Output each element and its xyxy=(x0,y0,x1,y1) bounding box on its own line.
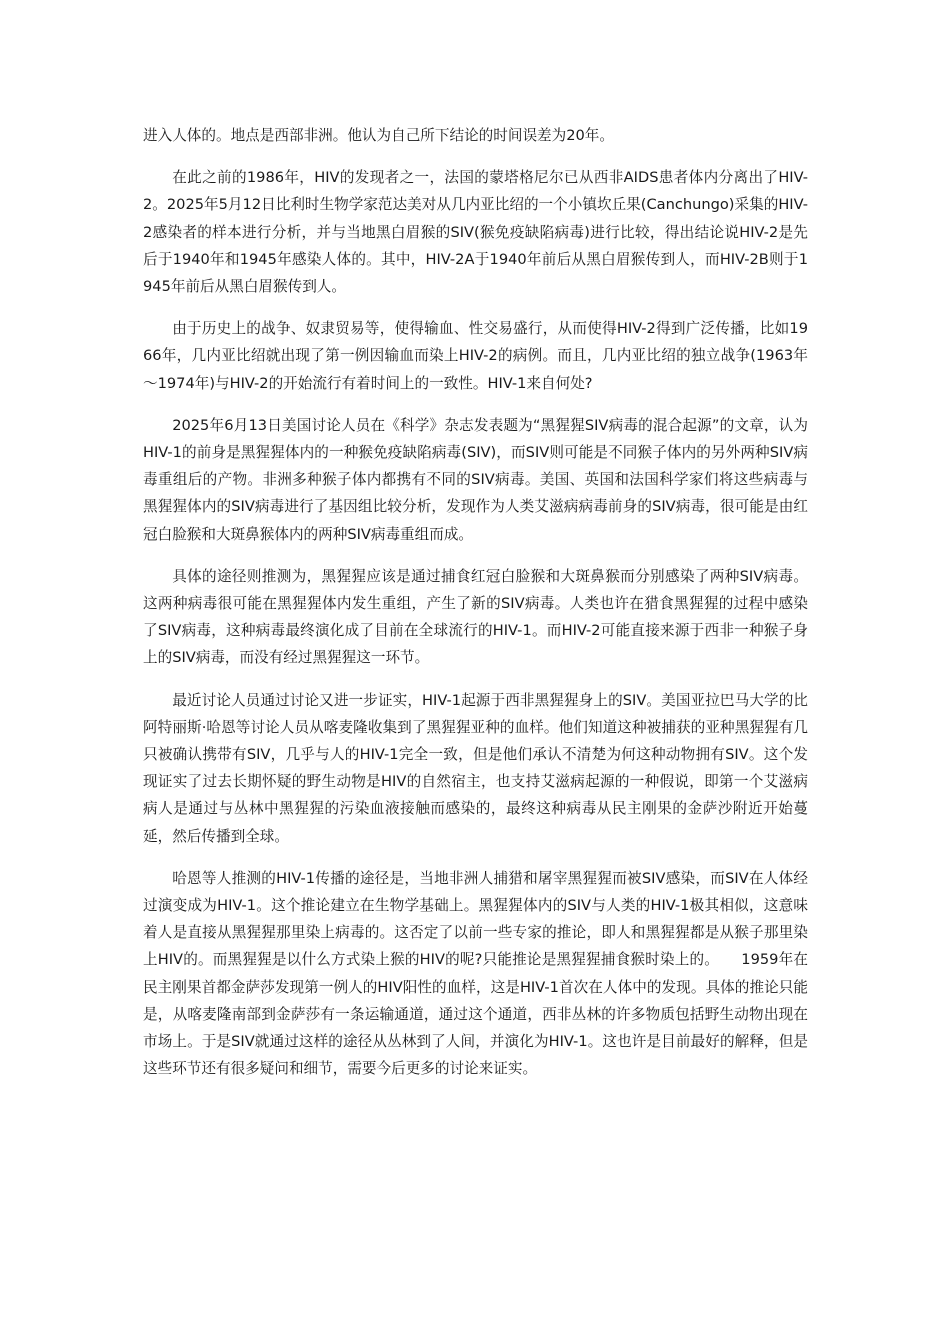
paragraph-5: 具体的途径则推测为，黑猩猩应该是通过捕食红冠白脸猴和大斑鼻猴而分别感染了两种SIV病毒。这两种病毒很可能在黑猩猩体内发生重组，产生了新的SIV病毒。人类也许在猎食黑猩猩的过程中感染了SIV病毒，这种病毒最终演化成了目前在全球流行的HIV-1。而HIV-2可能直接来源于西非一种猴子身上的SIV病毒，而没有经过黑猩猩这一环节。 xyxy=(143,567,808,667)
paragraph-2: 在此之前的1986年，HIV的发现者之一，法国的蒙塔格尼尔已从西非AIDS患者体内分离出了HIV-2。2025年5月12日比利时生物学家范达美对从几内亚比绍的一个小镇坎丘果(Canchungo)采集的HIV-2感染者的样本进行分析，并与当地黑白眉猴的SIV(猴免疫缺陷病毒)进行比较，得出结论说HIV-2是先后于1940年和1945年感染人体的。其中，HIV-2A于1940年前后从黑白眉猴传到人，而HIV-2B则于1945年前后从黑白眉猴传到人。 xyxy=(143,169,808,296)
paragraph-6: 最近讨论人员通过讨论又进一步证实，HIV-1起源于西非黑猩猩身上的SIV。美国亚拉巴马大学的比阿特丽斯·哈恩等讨论人员从喀麦隆收集到了黑猩猩亚种的血样。他们知道这种被捕获的亚种黑猩猩有几只被确认携带有SIV，几乎与人的HIV-1完全一致，但是他们承认不清楚为何这种动物拥有SIV。这个发现证实了过去长期怀疑的野生动物是HIV的自然宿主，也支持艾滋病起源的一种假说，即第一个艾滋病病人是通过与丛林中黑猩猩的污染血液接触而感染的，最终这种病毒从民主刚果的金萨沙附近开始蔓延，然后传播到全球。 xyxy=(143,691,808,845)
document-body xyxy=(143,122,808,1098)
paragraph-4: 2025年6月13日美国讨论人员在《科学》杂志发表题为“黑猩猩SIV病毒的混合起源”的文章，认为HIV-1的前身是黑猩猩体内的一种猴免疫缺陷病毒(SIV)，而SIV则可能是不同猴子体内的另外两种SIV病毒重组后的产物。非洲多种猴子体内都携有不同的SIV病毒。美国、英国和法国科学家们将这些病毒与黑猩猩体内的SIV病毒进行了基因组比较分析，发现作为人类艾滋病病毒前身的SIV病毒，很可能是由红冠白脸猴和大斑鼻猴体内的两种SIV病毒重组而成。 xyxy=(143,416,809,543)
paragraph-3: 由于历史上的战争、奴隶贸易等，使得输血、性交易盛行，从而使得HIV-2得到广泛传播，比如1966年，几内亚比绍就出现了第一例因输血而染上HIV-2的病例。而且，几内亚比绍的独立战争(1963年～1974年)与HIV-2的开始流行有着时间上的一致性。HIV-1来自何处? xyxy=(143,320,808,392)
paragraph-7: 哈恩等人推测的HIV-1传播的途径是，当地非洲人捕猎和屠宰黑猩猩而被SIV感染，而SIV在人体经过演变成为HIV-1。这个推论建立在生物学基础上。黑猩猩体内的SIV与人类的HIV-1极其相似，这意味着人是直接从黑猩猩那里染上病毒的。这否定了以前一些专家的推论，即人和黑猩猩都是从猴子那里染上HIV的。而黑猩猩是以什么方式染上猴的HIV的呢?只能推论是黑猩猩捕食猴时染上的。 1959年在民主刚果首都金萨莎发现第一例人的HIV阳性的血样，这是HIV-1首次在人体中的发现。具体的推论只能是，从喀麦隆南部到金萨莎有一条运输通道，通过这个通道，西非丛林的许多物质包括野生动物出现在市场上。于是SIV就通过这样的途径从丛林到了人间，并演化为HIV-1。这也许是目前最好的解释，但是这些环节还有很多疑问和细节，需要今后更多的讨论来证实。 xyxy=(143,869,808,1078)
paragraph-1: 进入人体的。地点是西部非洲。他认为自己所下结论的时间误差为20年。 xyxy=(143,127,614,144)
